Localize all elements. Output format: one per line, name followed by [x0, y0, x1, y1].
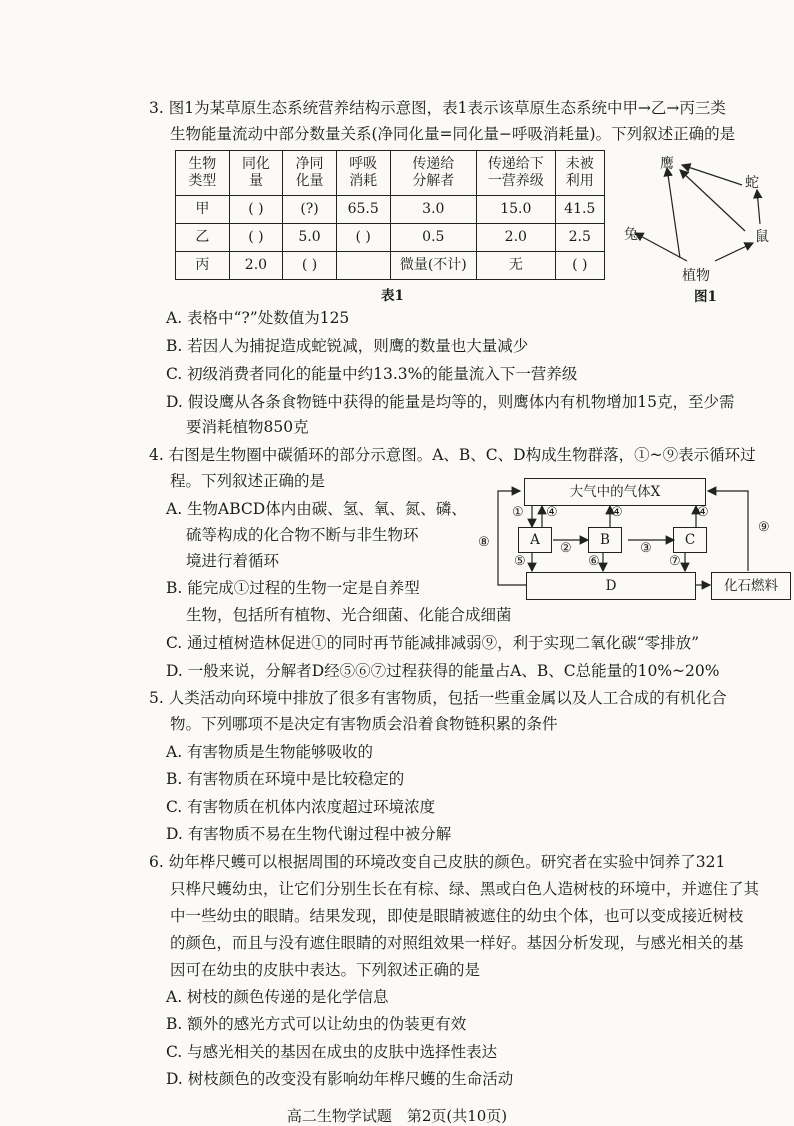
- q5-option-c: C. 有害物质在机体内浓度超过环境浓度: [166, 798, 436, 816]
- q6-option-b: B. 额外的感光方式可以让幼虫的伪装更有效: [166, 1015, 467, 1033]
- node-plant: 植物: [682, 268, 710, 284]
- q5-option-d: D. 有害物质不易在生物代谢过程中被分解: [166, 825, 452, 843]
- q4-option-d: D. 一般来说，分解者D经⑤⑥⑦过程获得的能量占A、B、C总能量的10%~20%: [166, 662, 720, 680]
- arrow-rabbit-eagle: [667, 168, 680, 258]
- q5-option-a: A. 有害物质是生物能够吸收的: [166, 743, 374, 761]
- q4-option-a-line2: 硫等构成的化合物不断与非生物环: [186, 526, 419, 544]
- q5-stem-line2: 物。下列哪项不是决定有害物质会沿着食物链积累的条件: [170, 715, 558, 733]
- label-4b: ④: [611, 505, 623, 520]
- table-cell: 乙: [176, 224, 230, 252]
- table-cell: 丙: [176, 252, 230, 280]
- q5-stem-line1: 5. 人类活动向环境中排放了很多有害物质，包括一些重金属以及人工合成的有机化合: [149, 689, 727, 707]
- table-cell: ( ): [229, 196, 283, 224]
- q3-option-c: C. 初级消费者同化的能量中约13.3%的能量流入下一营养级: [166, 365, 578, 383]
- table-header-row: [176, 151, 605, 196]
- q4-option-a-line1: A. 生物ABCD体内由碳、氢、氧、氮、磷、: [166, 500, 467, 518]
- q3-stem-line1: 3. 图1为某草原生态系统营养结构示意图，表1表示该草原生态系统中甲→乙→丙三类: [149, 99, 726, 117]
- organism-a-box: A: [518, 527, 552, 553]
- node-mouse: 鼠: [755, 229, 769, 245]
- energy-flow-table: [175, 150, 605, 280]
- q3-option-b: B. 若因人为捕捉造成蛇锐减，则鹰的数量也大量减少: [166, 337, 529, 355]
- table-header-cell: 呼吸 消耗: [336, 151, 390, 196]
- label-1: ①: [512, 505, 524, 520]
- arrow-plant-mouse: [715, 243, 753, 261]
- q3-option-a: A. 表格中“?”处数值为125: [166, 309, 350, 327]
- q6-stem-line3: 中一些幼虫的眼睛。结果发现，即使是眼睛被遮住的幼虫个体，也可以变成接近树枝: [170, 907, 744, 925]
- table-header-cell: 传递给下 一营养级: [477, 151, 555, 196]
- table-header-cell: 同化 量: [229, 151, 283, 196]
- label-9: ⑨: [758, 520, 770, 535]
- q4-option-c: C. 通过植树造林促进①的同时再节能减排减弱⑨，利于实现二氧化碳“零排放”: [166, 634, 700, 652]
- table-cell: [336, 252, 390, 280]
- table-header-cell: 净同 化量: [283, 151, 337, 196]
- table-cell: ( ): [283, 252, 337, 280]
- table-cell: 2.0: [229, 252, 283, 280]
- q4-option-b-line1: B. 能完成①过程的生物一定是自养型: [166, 579, 420, 597]
- node-snake: 蛇: [745, 175, 759, 191]
- table-header-cell: 传递给 分解者: [390, 151, 477, 196]
- arrow-mouse-eagle: [680, 170, 745, 231]
- q4-stem-line2: 程。下列叙述正确的是: [170, 472, 326, 490]
- table-cell: (?): [283, 196, 337, 224]
- table-cell: 2.5: [555, 224, 605, 252]
- table-row: [176, 224, 605, 252]
- label-4c: ④: [697, 505, 709, 520]
- organism-c-box: C: [673, 527, 707, 553]
- table-cell: 甲: [176, 196, 230, 224]
- table-row: [176, 196, 605, 224]
- table-cell: 5.0: [283, 224, 337, 252]
- table-cell: ( ): [229, 224, 283, 252]
- organism-b-box: B: [588, 527, 622, 553]
- label-8: ⑧: [478, 535, 490, 550]
- table-cell: 0.5: [390, 224, 477, 252]
- table-cell: 无: [477, 252, 555, 280]
- table-cell: 2.0: [477, 224, 555, 252]
- table-cell: 微量(不计): [390, 252, 477, 280]
- q6-stem-line5: 因可在幼虫的皮肤中表达。下列叙述正确的是: [170, 961, 481, 979]
- q4-option-b-line2: 生物，包括所有植物、光合细菌、化能合成细菌: [186, 606, 512, 624]
- label-6: ⑥: [588, 554, 600, 569]
- node-eagle: 鹰: [660, 156, 674, 172]
- table-cell: ( ): [555, 252, 605, 280]
- q5-option-b: B. 有害物质在环境中是比较稳定的: [166, 770, 405, 788]
- q6-stem-line1: 6. 幼年桦尺蠖可以根据周围的环境改变自己皮肤的颜色。研究者在实验中饲养了321: [149, 853, 726, 871]
- label-5: ⑤: [514, 554, 526, 569]
- q3-option-d-line1: D. 假设鹰从各条食物链中获得的能量是均等的，则鹰体内有机物增加15克，至少需: [166, 393, 735, 411]
- label-3: ③: [640, 541, 652, 556]
- table-cell: 65.5: [336, 196, 390, 224]
- q4-option-a-line3: 境进行着循环: [186, 552, 280, 570]
- q3-option-d-line2: 要消耗植物850克: [186, 418, 309, 436]
- page-footer: 高二生物学试题 第2页(共10页): [286, 1107, 508, 1125]
- arrow-mouse-snake: [757, 190, 760, 224]
- q6-stem-line2: 只桦尺蠖幼虫，让它们分别生长在有棕、绿、黑或白色人造树枝的环境中，并遮住了其: [170, 880, 760, 898]
- table-header-cell: 未被 利用: [555, 151, 605, 196]
- arrow-snake-eagle: [682, 165, 742, 185]
- arrow-plant-rabbit: [635, 233, 687, 261]
- table-row: [176, 252, 605, 280]
- table-cell: 15.0: [477, 196, 555, 224]
- label-4a: ④: [546, 505, 558, 520]
- decomposer-d-box: D: [526, 572, 696, 600]
- q6-option-c: C. 与感光相关的基因在成虫的皮肤中选择性表达: [166, 1043, 498, 1061]
- table-header-cell: 生物 类型: [176, 151, 230, 196]
- q6-option-a: A. 树枝的颜色传递的是化学信息: [166, 988, 389, 1006]
- table-cell: ( ): [336, 224, 390, 252]
- q4-stem-line1: 4. 右图是生物圈中碳循环的部分示意图。A、B、C、D构成生物群落，①~⑨表示循环过: [149, 446, 756, 464]
- table-caption: 表1: [381, 288, 404, 304]
- label-2: ②: [560, 541, 572, 556]
- table-cell: 3.0: [390, 196, 477, 224]
- fossil-fuel-box: 化石燃料: [711, 572, 791, 600]
- node-rabbit: 兔: [624, 227, 638, 243]
- figure-caption: 图1: [694, 289, 717, 305]
- label-7: ⑦: [669, 554, 681, 569]
- arrow-9: [708, 491, 748, 571]
- atmosphere-box: 大气中的气体X: [524, 478, 706, 506]
- q3-stem-line2: 生物能量流动中部分数量关系(净同化量=同化量−呼吸消耗量)。下列叙述正确的是: [170, 125, 736, 143]
- q6-option-d: D. 树枝颜色的改变没有影响幼年桦尺蠖的生命活动: [166, 1070, 514, 1088]
- q6-stem-line4: 的颜色，而且与没有遮住眼睛的对照组效果一样好。基因分析发现，与感光相关的基: [170, 934, 744, 952]
- table-cell: 41.5: [555, 196, 605, 224]
